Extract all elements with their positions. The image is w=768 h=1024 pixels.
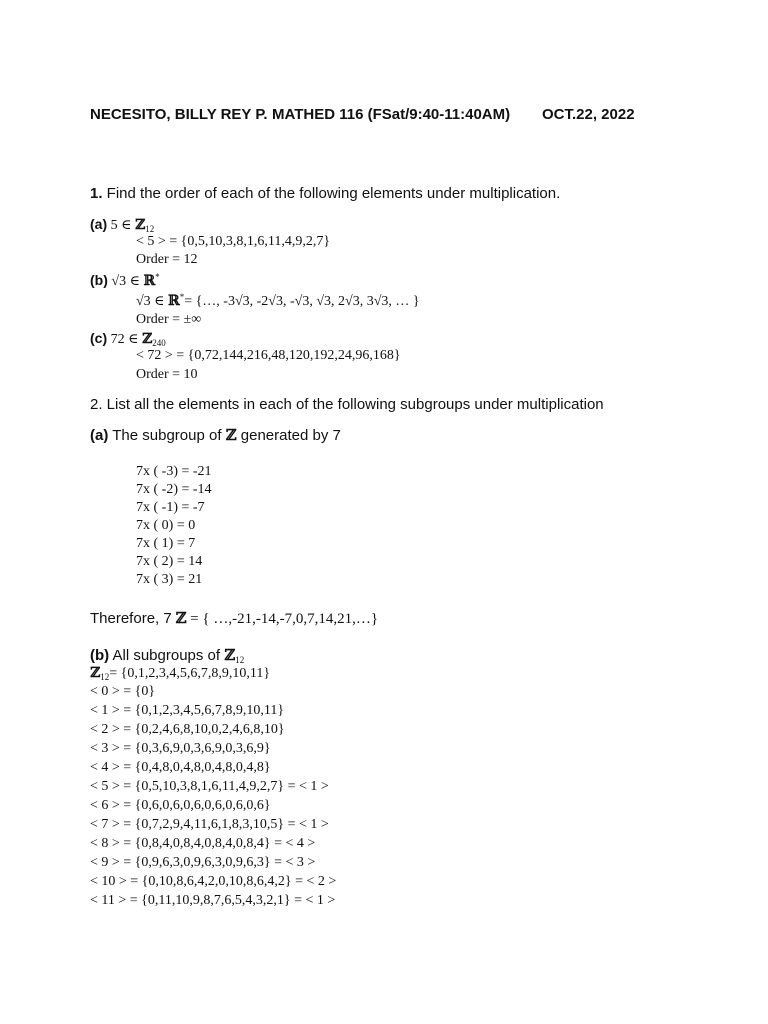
subgroup-line: < 1 > = {0,1,2,3,4,5,6,7,8,9,10,11} xyxy=(90,703,285,718)
q1b-set-sup: * xyxy=(155,272,160,282)
q1a-generated: < 5 > = {0,5,10,3,8,1,6,11,4,9,2,7} xyxy=(136,234,331,249)
q1b-tag: (b) xyxy=(90,272,108,288)
q1a-set: ℤ xyxy=(135,217,146,233)
q2a-product: 7x ( 3) = 21 xyxy=(136,572,203,587)
z12-set: ℤ xyxy=(90,665,101,681)
z12-rest: = {0,1,2,3,4,5,6,7,8,9,10,11} xyxy=(109,666,271,681)
q1-prompt xyxy=(90,185,560,203)
q1b-element: √3 ∈ xyxy=(107,274,144,289)
subgroup-line: < 5 > = {0,5,10,3,8,1,6,11,4,9,2,7} = < 1 > xyxy=(90,779,329,794)
date: OCT.22, 2022 xyxy=(542,106,635,123)
z12-definition xyxy=(90,664,270,683)
q2a-product: 7x ( 0) = 0 xyxy=(136,518,196,533)
q1-prompt-text: Find the order of each of the following elements under multiplication. xyxy=(102,185,561,202)
q2b-heading xyxy=(90,646,244,665)
q2a-text-after: generated by 7 xyxy=(236,427,341,444)
q1b-heading xyxy=(90,271,160,291)
q2a-conclusion-rest: = { …,-21,-14,-7,0,7,14,21,…} xyxy=(186,611,379,627)
q2a-product: 7x ( -3) = -21 xyxy=(136,464,212,479)
q2a-heading xyxy=(90,426,341,445)
subgroup-line: < 11 > = {0,11,10,9,8,7,6,5,4,3,2,1} = < 1 > xyxy=(90,893,336,908)
q2a-text-before: The subgroup of xyxy=(108,427,226,444)
q1-number: 1. xyxy=(90,185,103,202)
subgroup-line: < 9 > = {0,9,6,3,0,9,6,3,0,9,6,3} = < 3 > xyxy=(90,855,316,870)
q2b-set-sub: 12 xyxy=(235,655,245,665)
q1a-tag: (a) xyxy=(90,216,108,232)
q1b-generated-set: ℝ xyxy=(168,293,180,309)
subgroup-line: < 8 > = {0,8,4,0,8,4,0,8,4,0,8,4} = < 4 > xyxy=(90,836,316,851)
q2-prompt: 2. List all the elements in each of the following subgroups under multiplication xyxy=(90,396,604,413)
q1a-element: 5 ∈ xyxy=(107,218,135,233)
q2b-text: All subgroups of xyxy=(109,647,225,664)
subgroup-line: < 4 > = {0,4,8,0,4,8,0,4,8,0,4,8} xyxy=(90,760,271,775)
subgroup-line: < 6 > = {0,6,0,6,0,6,0,6,0,6,0,6} xyxy=(90,798,271,813)
q1b-generated-prefix: √3 ∈ xyxy=(136,294,169,309)
q2a-product: 7x ( 1) = 7 xyxy=(136,536,196,551)
subgroup-line: < 3 > = {0,3,6,9,0,3,6,9,0,3,6,9} xyxy=(90,741,271,756)
q2a-conclusion-set: ℤ xyxy=(175,609,187,627)
q1c-order: Order = 10 xyxy=(136,367,198,382)
q1c-element: 72 ∈ xyxy=(107,332,142,347)
subgroup-line: < 10 > = {0,10,8,6,4,2,0,10,8,6,4,2} = < 2 > xyxy=(90,874,337,889)
subgroup-line: < 7 > = {0,7,2,9,4,11,6,1,8,3,10,5} = < 1 > xyxy=(90,817,329,832)
q2a-product: 7x ( 2) = 14 xyxy=(136,554,203,569)
q1b-generated xyxy=(136,292,420,311)
q1c-heading xyxy=(90,329,166,349)
q2a-product: 7x ( -1) = -7 xyxy=(136,500,205,515)
q1a-order: Order = 12 xyxy=(136,252,198,267)
student-name: NECESITO, BILLY REY P. xyxy=(90,106,268,123)
q1b-set: ℝ xyxy=(143,273,156,289)
q1c-generated: < 72 > = {0,72,144,216,48,120,192,24,96,168} xyxy=(136,348,401,363)
q1a-set-sub: 12 xyxy=(145,224,155,234)
q1b-generated-rest: = {…, -3√3, -2√3, -√3, √3, 2√3, 3√3, … } xyxy=(184,294,420,309)
q1a-heading xyxy=(90,215,154,235)
q2a-tag: (a) xyxy=(90,427,109,444)
z12-sub: 12 xyxy=(100,672,110,682)
course-info: MATHED 116 (FSat/9:40-11:40AM) xyxy=(272,106,511,123)
q2b-set: ℤ xyxy=(224,646,236,664)
q1c-tag: (c) xyxy=(90,330,108,346)
q1c-set: ℤ xyxy=(142,331,153,347)
q2b-tag: (b) xyxy=(90,647,110,664)
q1b-order: Order = ±∞ xyxy=(136,312,202,327)
q1b-generated-sup: * xyxy=(179,292,185,302)
subgroup-line: < 2 > = {0,2,4,6,8,10,0,2,4,6,8,10} xyxy=(90,722,285,737)
q1c-set-sub: 240 xyxy=(152,338,166,348)
q2a-conclusion-prefix: Therefore, 7 xyxy=(90,610,172,627)
subgroup-line: < 0 > = {0} xyxy=(90,684,156,699)
q2a-conclusion xyxy=(90,609,378,628)
q2a-product: 7x ( -2) = -14 xyxy=(136,482,212,497)
q2a-set: ℤ xyxy=(225,426,237,444)
